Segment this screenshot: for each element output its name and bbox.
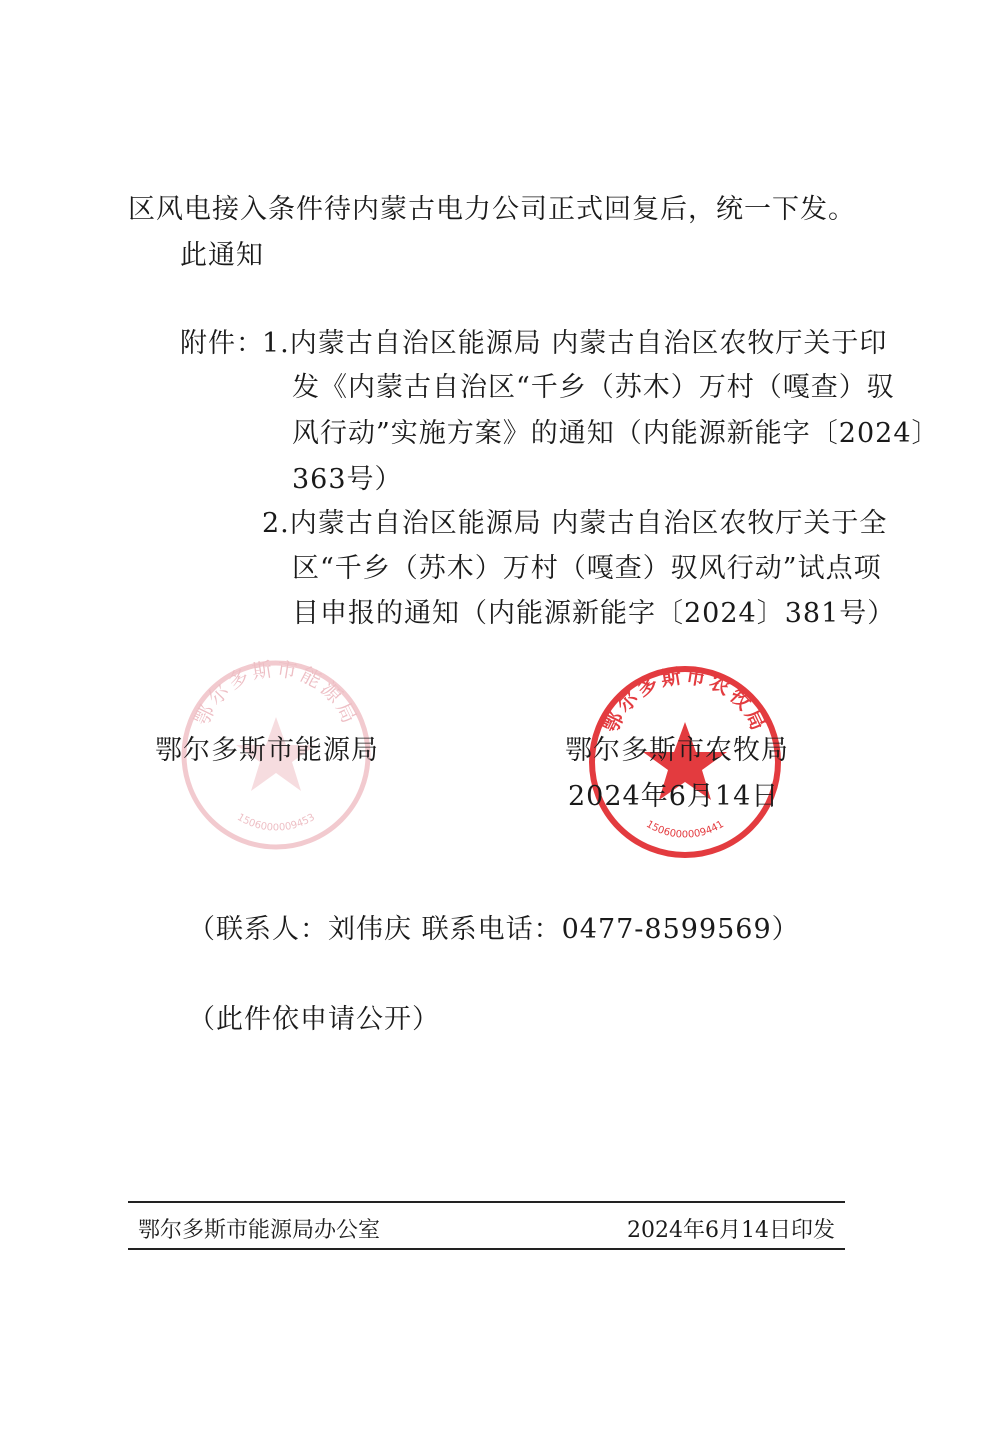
attachment-2-line-2: 区“千乡（苏木）万村（嘎查）驭风行动”试点项 — [292, 553, 882, 584]
agriculture-bureau-seal-number: 1506000009441 — [644, 819, 726, 841]
svg-text:1506000009453 — [235, 812, 317, 834]
signature-energy-bureau: 鄂尔多斯市能源局 — [155, 735, 379, 766]
attachment-1-line-2: 发《内蒙古自治区“千乡（苏木）万村（嘎查）驭 — [292, 372, 895, 403]
disclosure-note: （此件依申请公开） — [188, 1004, 440, 1035]
body-line-1: 区风电接入条件待内蒙古电力公司正式回复后，统一下发。 — [128, 194, 856, 225]
signature-agriculture-bureau: 鄂尔多斯市农牧局 — [565, 735, 789, 766]
footer-issuer: 鄂尔多斯市能源局办公室 — [138, 1218, 381, 1243]
svg-text:1506000009441 — [644, 819, 726, 841]
attachment-label: 附件： — [180, 328, 264, 359]
attachment-1-line-3: 风行动”实施方案》的通知（内能源新能字〔2024〕 — [292, 418, 940, 449]
footer-print-date: 2024年6月14日印发 — [627, 1218, 835, 1243]
footer-bottom-rule — [128, 1248, 845, 1250]
attachment-2-line-3: 目申报的通知（内能源新能字〔2024〕381号） — [292, 598, 896, 629]
contact-info: （联系人：刘伟庆 联系电话：0477-8599569） — [188, 914, 800, 945]
attachment-2-line-1: 2.内蒙古自治区能源局 内蒙古自治区农牧厅关于全 — [262, 508, 888, 539]
attachment-1-line-1: 1.内蒙古自治区能源局 内蒙古自治区农牧厅关于印 — [262, 328, 888, 359]
energy-bureau-seal-text: 鄂尔多斯市能源局 — [189, 656, 363, 730]
attachment-1-line-4: 363号） — [292, 464, 403, 495]
agriculture-bureau-seal-text: 鄂尔多斯市农牧局 — [598, 663, 772, 737]
energy-bureau-seal-number: 1506000009453 — [235, 812, 317, 834]
footer-top-rule — [128, 1201, 845, 1203]
signature-date: 2024年6月14日 — [568, 781, 780, 812]
body-line-2: 此通知 — [180, 240, 264, 271]
